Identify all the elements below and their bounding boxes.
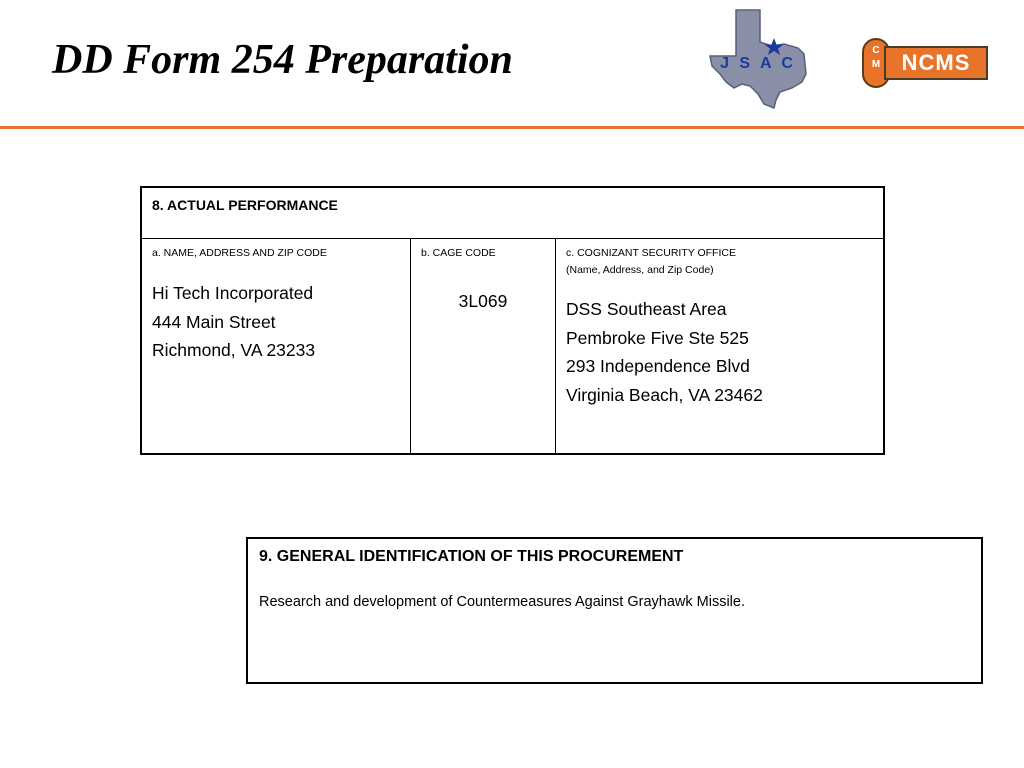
- security-office-sublabel: (Name, Address, and Zip Code): [566, 264, 714, 276]
- general-identification-text: Research and development of Countermeasures Against Grayhawk Missile.: [259, 594, 745, 610]
- actual-performance-block: [140, 186, 885, 455]
- jsac-logo-text: J S A C: [720, 55, 796, 72]
- office-city-line: Virginia Beach, VA 23462: [566, 384, 763, 405]
- ncms-logo-text: NCMS: [884, 46, 988, 80]
- cage-code-cell: [411, 239, 556, 453]
- office-suite-line: Pembroke Five Ste 525: [566, 327, 749, 348]
- name-line: Hi Tech Incorporated: [152, 283, 314, 303]
- cage-code-value: 3L069: [458, 291, 508, 311]
- name-address-label: a. NAME, ADDRESS AND ZIP CODE: [152, 247, 327, 259]
- ncms-badge: C M: [862, 38, 890, 88]
- office-street-line: 293 Independence Blvd: [566, 356, 750, 376]
- general-identification-heading: 9. GENERAL IDENTIFICATION OF THIS PROCUREMENT: [259, 548, 684, 565]
- name-address-value: [152, 279, 410, 365]
- security-office-label: c. COGNIZANT SECURITY OFFICE: [566, 247, 736, 259]
- jsac-logo: [706, 8, 810, 110]
- ncms-logo: [862, 38, 990, 88]
- page-title: DD Form 254 Preparation: [52, 37, 513, 83]
- header-divider: [0, 126, 1024, 129]
- actual-performance-heading: 8. ACTUAL PERFORMANCE: [142, 188, 883, 239]
- name-address-cell: [142, 239, 411, 453]
- general-identification-block: [246, 537, 983, 684]
- office-name-line: DSS Southeast Area: [566, 299, 727, 319]
- address-line: 444 Main Street: [152, 311, 276, 332]
- cage-code-label: b. CAGE CODE: [421, 247, 496, 259]
- security-office-value: [566, 295, 883, 409]
- security-office-cell: [556, 239, 883, 453]
- city-line: Richmond, VA 23233: [152, 340, 316, 360]
